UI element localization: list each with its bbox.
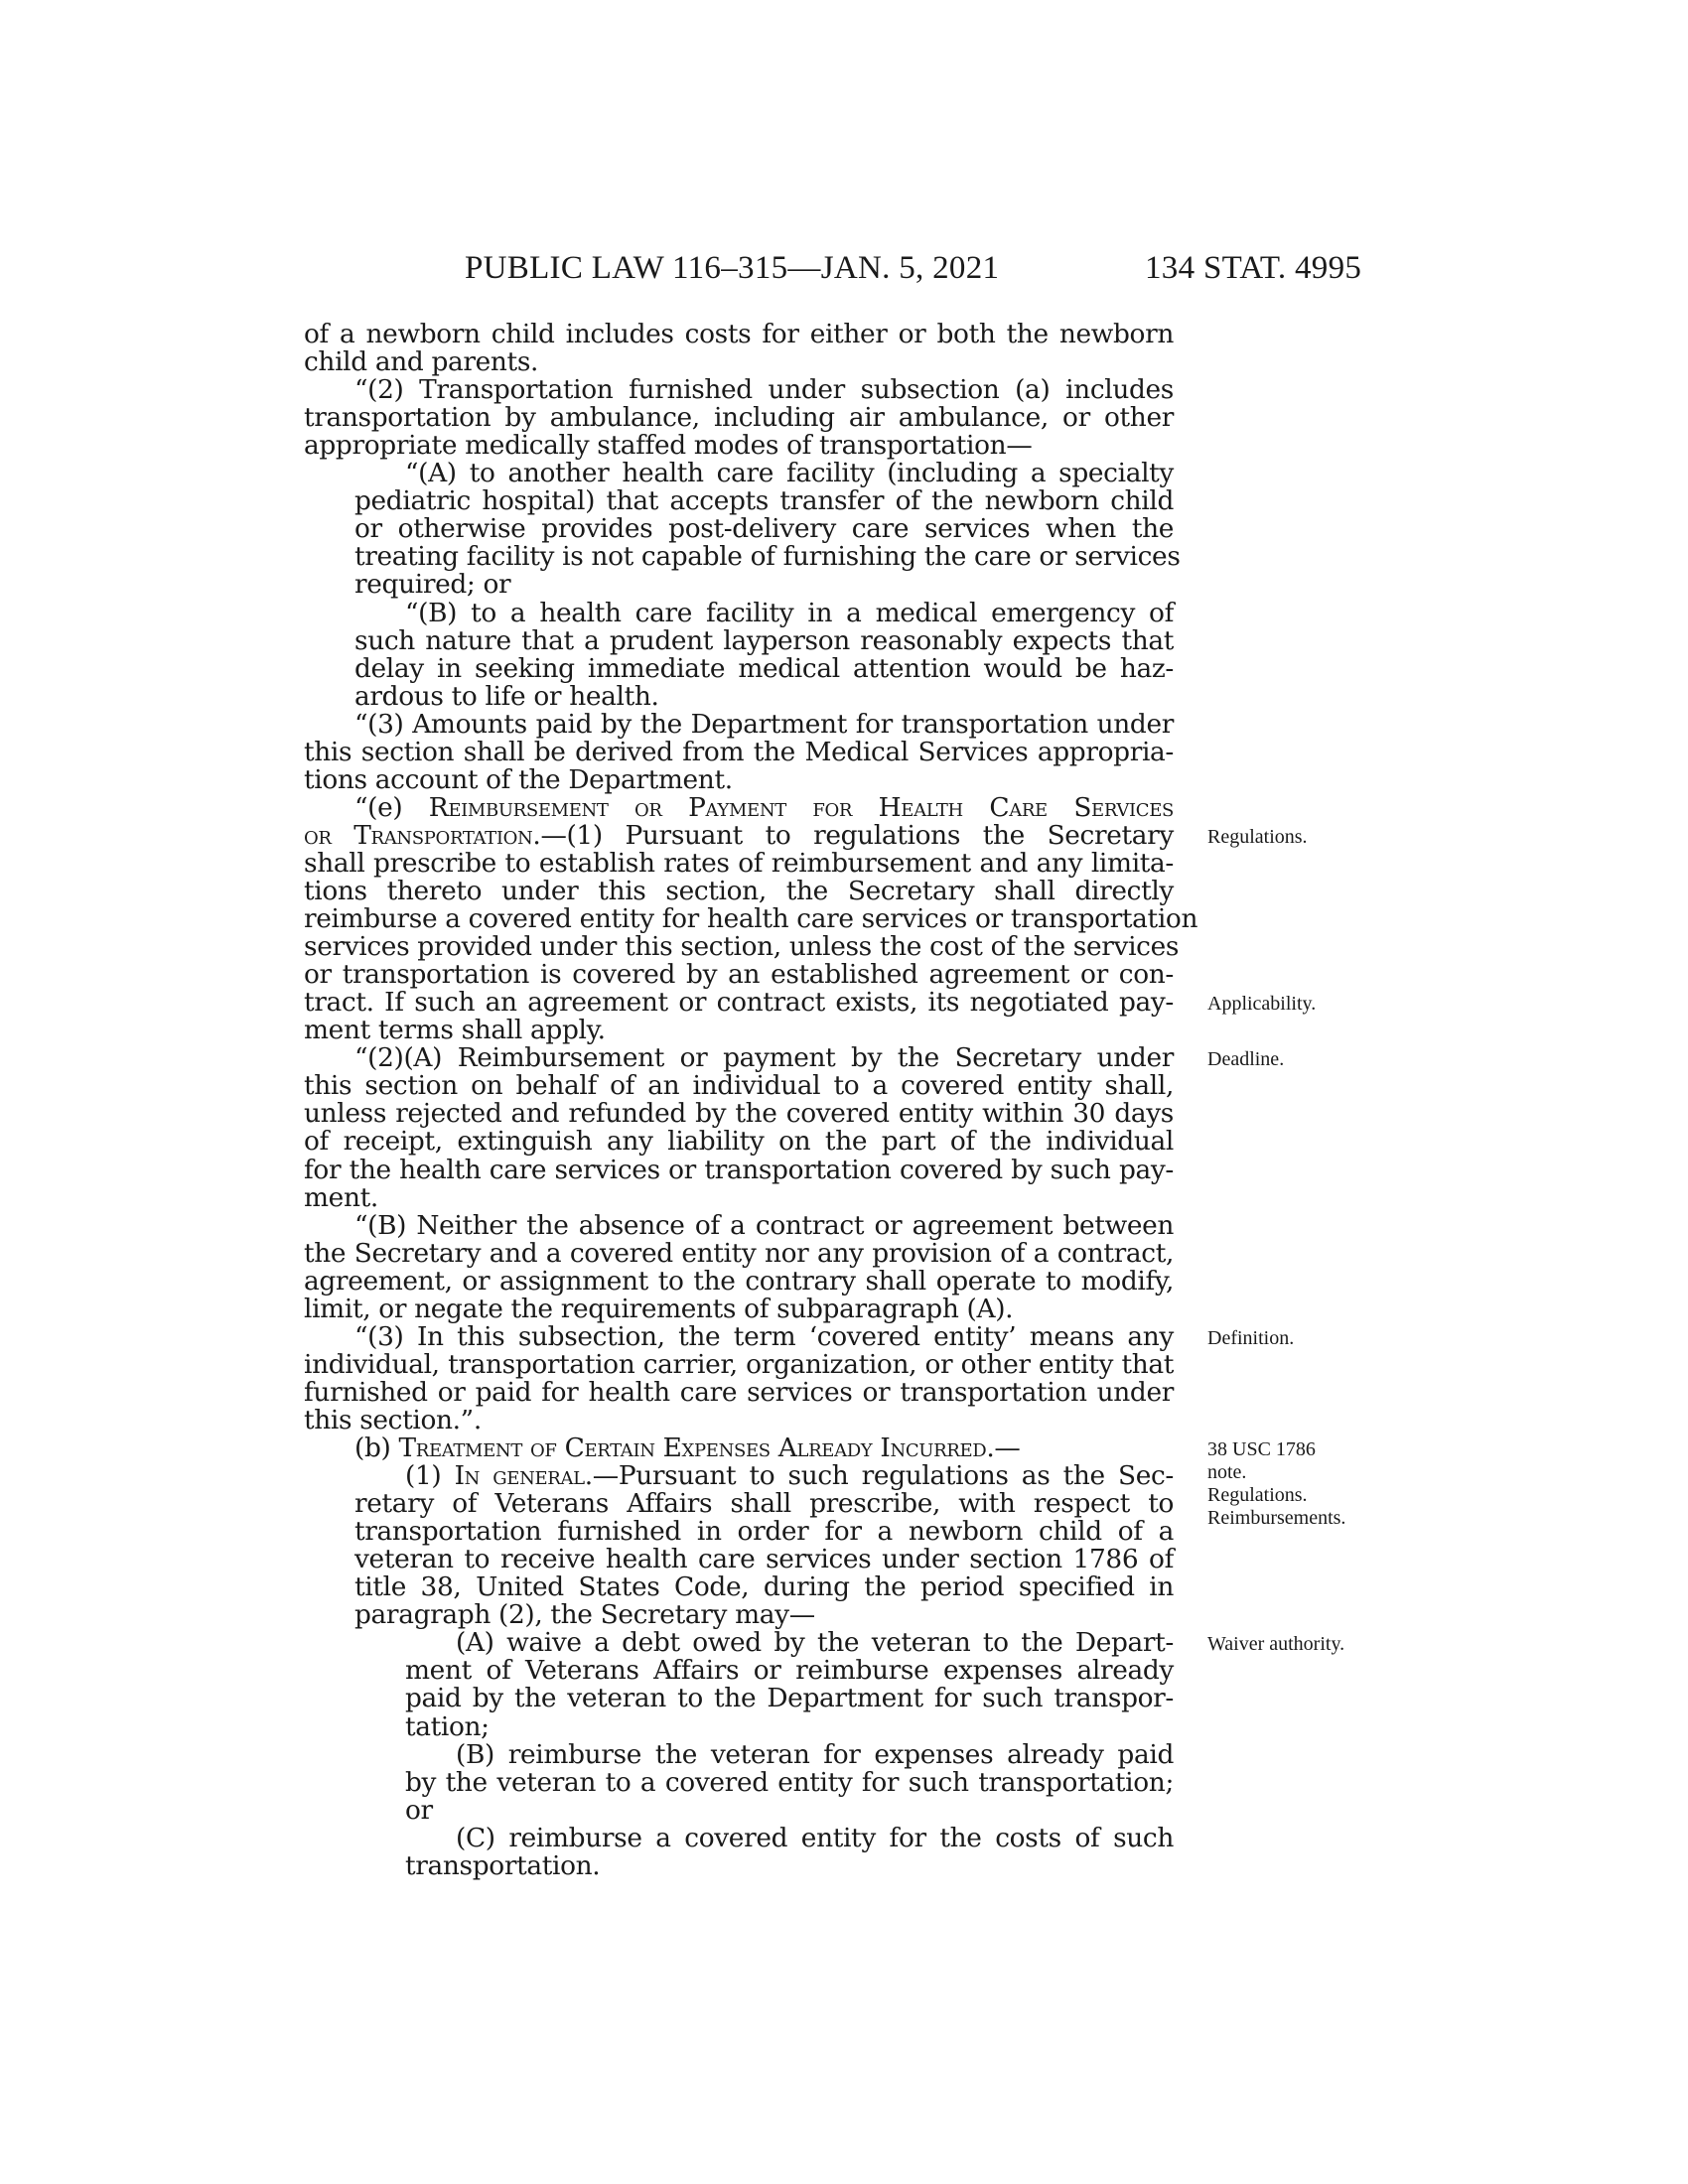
- body-line: individual, transportation carrier, organization, or other entity that: [304, 1348, 1174, 1380]
- body-line: appropriate medically staffed modes of transportation—: [304, 430, 1033, 462]
- body-line: retary of Veterans Affairs shall prescribe, with respect to: [354, 1488, 1174, 1520]
- body-line: child and parents.: [304, 346, 539, 378]
- body-line: veteran to receive health care services under section 1786 of: [354, 1544, 1174, 1575]
- body-line: “(A) to another health care facility (including a specialty: [405, 458, 1174, 489]
- body-line: shall prescribe to establish rates of reimbursement and any limita-: [304, 847, 1174, 879]
- body-line: ment terms shall apply.: [304, 1015, 606, 1046]
- body-line: the Secretary and a covered entity nor any provision of a contract,: [304, 1237, 1174, 1269]
- running-header-title: PUBLIC LAW 116–315—JAN. 5, 2021: [465, 250, 1000, 286]
- body-line: this section on behalf of an individual to a covered entity shall,: [304, 1070, 1174, 1102]
- body-line: treating facility is not capable of furnishing the care or services: [354, 541, 1181, 573]
- body-line: title 38, United States Code, during the period specified in: [354, 1571, 1174, 1603]
- body-line: such nature that a prudent layperson reasonably expects that: [354, 624, 1174, 656]
- body-line: ardous to life or health.: [354, 680, 659, 712]
- body-line: (b) Treatment of Certain Expenses Already Incurred.—: [354, 1433, 1021, 1463]
- body-line: reimburse a covered entity for health care services or transportation: [304, 903, 1198, 935]
- body-line: services provided under this section, unless the cost of the services: [304, 931, 1180, 963]
- body-line: paid by the veteran to the Department for such transpor-: [405, 1683, 1174, 1714]
- margin-note: Applicability.: [1207, 993, 1317, 1016]
- body-line: required; or: [354, 569, 511, 601]
- body-line: tions account of the Department.: [304, 763, 733, 795]
- body-line: of a newborn child includes costs for either or both the newborn: [304, 319, 1174, 349]
- body-line: for the health care services or transportation covered by such pay-: [304, 1154, 1174, 1185]
- body-line: “(3) In this subsection, the term ‘covered entity’ means any: [354, 1320, 1174, 1352]
- body-line: (B) reimburse the veteran for expenses already paid: [456, 1738, 1174, 1770]
- body-line: tions thereto under this section, the Secretary shall directly: [304, 876, 1174, 906]
- body-line: or transportation is covered by an established agreement or con-: [304, 959, 1174, 991]
- margin-note: Waiver authority.: [1207, 1633, 1345, 1656]
- body-line: “(3) Amounts paid by the Department for transportation under: [354, 708, 1174, 740]
- body-line: or otherwise provides post-delivery care services when the: [354, 513, 1174, 545]
- body-line: furnished or paid for health care services or transportation under: [304, 1376, 1174, 1408]
- body-line: (A) waive a debt owed by the veteran to the Depart-: [456, 1627, 1174, 1659]
- body-line: transportation.: [405, 1849, 601, 1881]
- margin-note: 38 USC 1786: [1207, 1438, 1316, 1460]
- body-line: (C) reimburse a covered entity for the costs of such: [456, 1822, 1174, 1853]
- body-line: pediatric hospital) that accepts transfer of the newborn child: [354, 485, 1174, 517]
- margin-note: note.: [1207, 1461, 1247, 1483]
- body-line: or: [405, 1794, 433, 1826]
- body-line: transportation furnished in order for a newborn child of a: [354, 1516, 1174, 1548]
- body-line: (1) In general.—Pursuant to such regulations as the Sec-: [405, 1460, 1174, 1492]
- body-line: unless rejected and refunded by the covered entity within 30 days: [304, 1098, 1174, 1130]
- margin-note: Regulations.: [1207, 825, 1308, 848]
- body-line: paragraph (2), the Secretary may—: [354, 1599, 815, 1631]
- body-line: “(B) to a health care facility in a medical emergency of: [405, 597, 1174, 628]
- margin-note: Regulations.: [1207, 1484, 1308, 1506]
- body-line: transportation by ambulance, including air ambulance, or other: [304, 402, 1174, 434]
- body-line: ment.: [304, 1181, 378, 1213]
- body-line: tation;: [405, 1710, 490, 1742]
- body-line: ment of Veterans Affairs or reimburse expenses already: [405, 1655, 1174, 1687]
- margin-note: Deadline.: [1207, 1048, 1285, 1071]
- body-line: “(B) Neither the absence of a contract or agreement between: [354, 1209, 1174, 1241]
- margin-note: Reimbursements.: [1207, 1507, 1346, 1529]
- body-line: tract. If such an agreement or contract exists, its negotiated pay-: [304, 987, 1174, 1019]
- body-line: limit, or negate the requirements of subparagraph (A).: [304, 1293, 1014, 1324]
- body-line: or Transportation.—(1) Pursuant to regulations the Secretary: [304, 819, 1174, 851]
- body-line: agreement, or assignment to the contrary shall operate to modify,: [304, 1265, 1174, 1297]
- body-line: “(2) Transportation furnished under subsection (a) includes: [354, 374, 1174, 406]
- body-line: this section.”.: [304, 1404, 482, 1435]
- margin-note: Definition.: [1207, 1326, 1295, 1349]
- body-line: of receipt, extinguish any liability on the part of the individual: [304, 1126, 1174, 1158]
- body-line: this section shall be derived from the Medical Services appropria-: [304, 736, 1174, 767]
- body-line: “(2)(A) Reimbursement or payment by the Secretary under: [354, 1042, 1174, 1074]
- body-line: delay in seeking immediate medical attention would be haz-: [354, 652, 1174, 684]
- running-header-page-number: 134 STAT. 4995: [1145, 250, 1362, 286]
- body-line: “(e) Reimbursement or Payment for Health Care Services: [354, 791, 1174, 823]
- body-line: by the veteran to a covered entity for such transportation;: [405, 1766, 1174, 1798]
